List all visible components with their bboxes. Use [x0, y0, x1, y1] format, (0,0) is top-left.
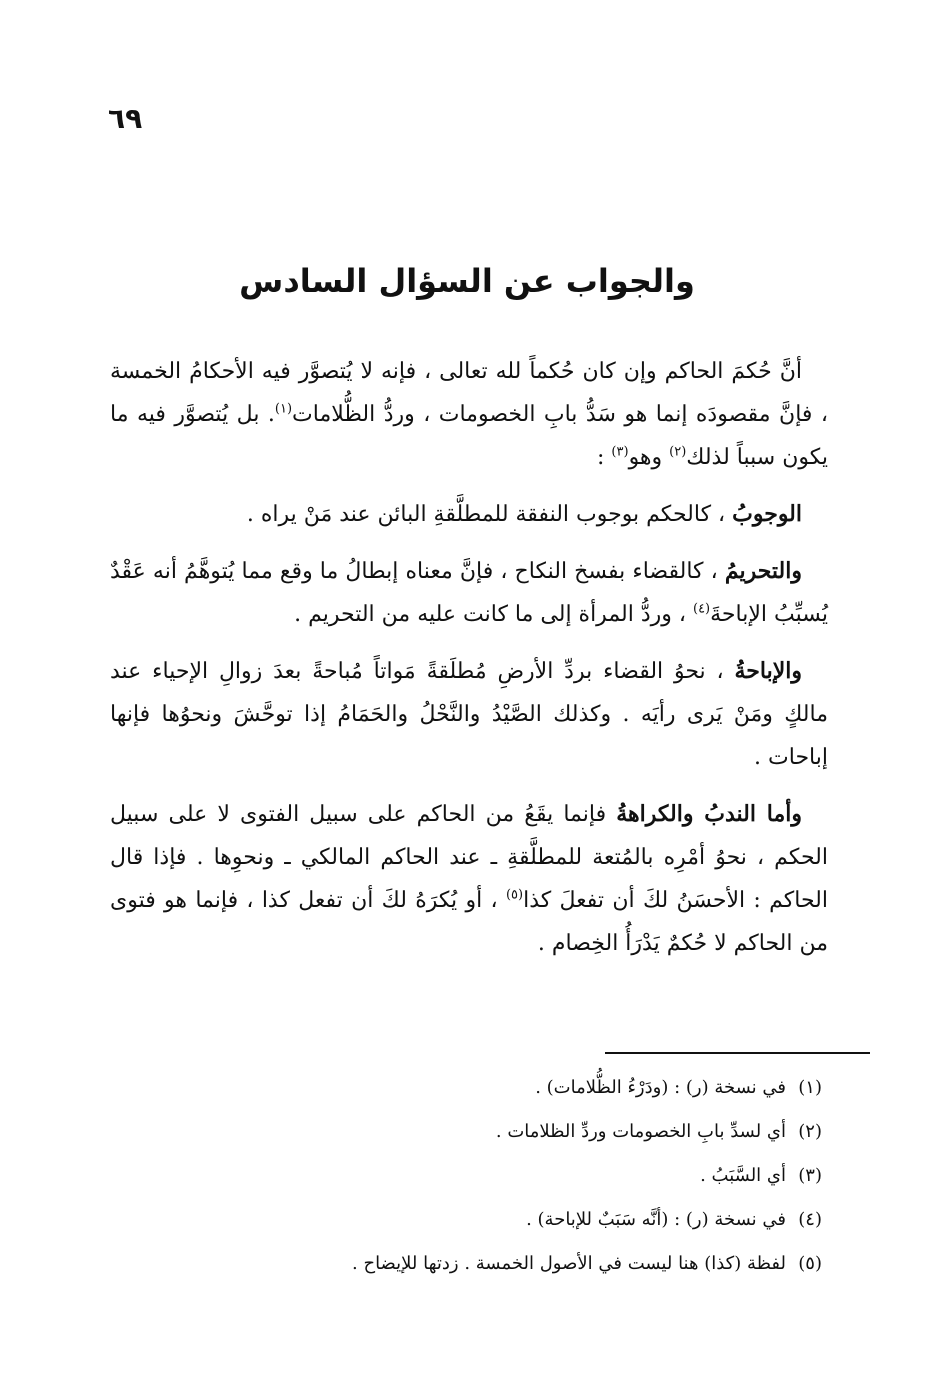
paragraph-1-text-c: وهو: [628, 445, 670, 470]
paragraph-3: [110, 550, 828, 636]
footnote-2: [150, 1110, 822, 1154]
paragraph-1-text-d: :: [597, 445, 612, 470]
footnote-number: (٤): [798, 1209, 822, 1230]
footnote-1: [150, 1066, 822, 1110]
footnote-ref-3: (٣): [611, 444, 629, 460]
term-wujub: الوجوبُ: [732, 501, 802, 527]
footnote-ref-5: (٥): [505, 887, 524, 903]
footnote-3: [150, 1154, 822, 1198]
paragraph-2: [110, 493, 828, 536]
term-nadb-karaha: وأما الندبُ والكراهةُ: [616, 801, 802, 827]
footnote-5: [150, 1242, 822, 1286]
footnotes: [150, 1066, 822, 1286]
footnote-ref-1: (١): [274, 401, 293, 417]
paragraph-5: [110, 793, 828, 965]
paragraph-5-text-a: فإنما يقَعُ من الحاكم على سبيل الفتوى لا على سبيل الحكم ، نحوُ أمْرِه بالمُتعة للمطلَّقةِ ـ عند الحاكم المالكي ـ ونحوِها . فإذا قال الحاكم : الأحسَنُ لكَ أن تفعلَ كذا: [110, 802, 828, 913]
section-heading: والجواب عن السؤال السادس: [239, 262, 695, 300]
page-number: ٦٩: [108, 102, 143, 135]
footnote-number: (٢): [798, 1121, 822, 1142]
footnote-divider: [605, 1052, 870, 1054]
footnote-text: في نسخة (ر) : (أنَّه سَبَبٌ للإباحة) .: [526, 1209, 786, 1230]
paragraph-1: [110, 350, 828, 479]
footnote-number: (٣): [798, 1165, 822, 1186]
term-tahrim: والتحريمُ: [724, 558, 802, 584]
footnote-number: (١): [798, 1077, 822, 1098]
paragraph-3-text-a: ، كالقضاء بفسخ النكاح ، فإنَّ معناه إبطالُ ما وقع مما يُتوهَّمُ أنه عَقْدٌ يُسبِّبُ الإباحةَ: [110, 559, 828, 627]
main-text: [110, 350, 828, 979]
paragraph-1-text-a: أنَّ حُكمَ الحاكم وإن كان حُكماً لله تعالى ، فإنه لا يُتصوَّر فيه الأحكامُ الخمسة ، فإنَّ مقصودَه إنما هو سَدُّ بابِ الخصومات ، وردُّ الظُّلامات: [110, 359, 828, 427]
paragraph-4-text: ، نحوُ القضاء بردِّ الأرضِ مُطلَقةً مَواتاً مُباحةً بعدَ زوالِ الإحياء عند مالكٍ ومَنْ يَرى رأيَه . وكذلك الصَّيْدُ والنَّحْلُ والحَمَامُ إذا توحَّشَ ونحوُها فإنها إباحات .: [110, 659, 828, 770]
footnote-text: لفظة (كذا) هنا ليست في الأصول الخمسة . زدتها للإيضاح .: [352, 1253, 786, 1274]
paragraph-4: [110, 650, 828, 779]
footnote-text: أي السَّبَبُ .: [700, 1165, 786, 1186]
footnote-text: في نسخة (ر) : (ودَرْءُ الظُّلامات) .: [535, 1077, 786, 1098]
footnote-text: أي لسدِّ بابِ الخصومات وردِّ الظلامات .: [495, 1121, 786, 1142]
paragraph-2-text: ، كالحكم بوجوب النفقة للمطلَّقةِ البائن عند مَنْ يراه .: [246, 502, 733, 527]
paragraph-1-text-b: . بل يُتصوَّر فيه ما يكون سبباً لذلك: [110, 402, 828, 470]
footnote-ref-2: (٢): [669, 444, 687, 460]
footnote-number: (٥): [798, 1253, 822, 1274]
term-ibaha: والإباحةُ: [734, 658, 802, 684]
footnote-4: [150, 1198, 822, 1242]
paragraph-3-text-b: ، وردُّ المرأة إلى ما كانت عليه من التحريم .: [294, 602, 693, 627]
paragraph-5-text-b: ، أو يُكرَهُ لكَ أن تفعل كذا ، فإنما هو فتوى من الحاكم لا حُكمٌ يَدْرَأُ الخِصام .: [110, 888, 828, 956]
footnote-ref-4: (٤): [692, 601, 711, 617]
